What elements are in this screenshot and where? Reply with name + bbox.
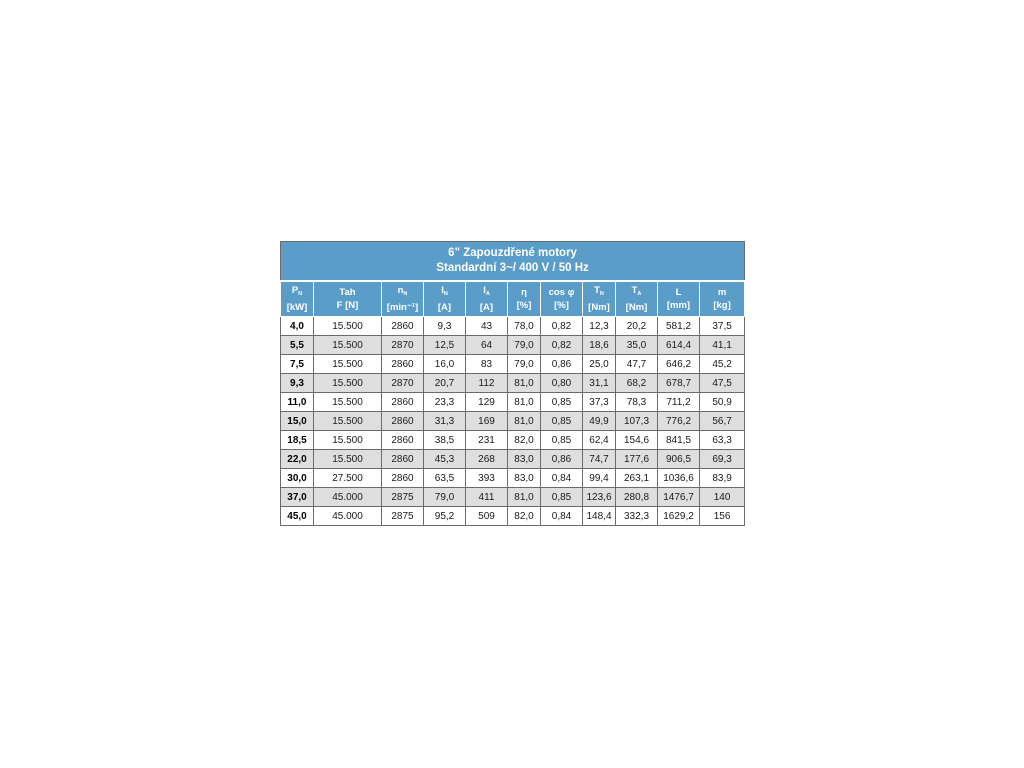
table-cell-ia-current: 129 — [466, 393, 508, 412]
table-cell-eta-efficiency: 83,0 — [508, 450, 541, 469]
table-cell-in-current: 12,5 — [424, 336, 466, 355]
table-cell-m-mass: 69,3 — [700, 450, 745, 469]
table-cell-ta-torque: 263,1 — [616, 469, 658, 488]
column-header-unit: [A] — [479, 302, 494, 313]
table-cell-tah-force: 15.500 — [314, 336, 382, 355]
column-header-unit: [A] — [437, 302, 452, 313]
table-cell-pn-power: 9,3 — [281, 374, 314, 393]
table-cell-eta-efficiency: 82,0 — [508, 431, 541, 450]
table-cell-in-current: 95,2 — [424, 507, 466, 526]
table-title-line-2: Standardní 3~/ 400 V / 50 Hz — [436, 262, 589, 274]
table-cell-ta-torque: 47,7 — [616, 355, 658, 374]
table-cell-m-mass: 50,9 — [700, 393, 745, 412]
table-cell-ia-current: 268 — [466, 450, 508, 469]
table-row — [281, 431, 745, 450]
table-cell-tn-torque: 148,4 — [583, 507, 616, 526]
column-header-unit: [%] — [516, 300, 532, 311]
table-cell-tn-torque: 99,4 — [583, 469, 616, 488]
table-cell-ta-torque: 332,3 — [616, 507, 658, 526]
table-cell-nn-speed: 2860 — [382, 431, 424, 450]
table-cell-in-current: 31,3 — [424, 412, 466, 431]
table-cell-in-current: 16,0 — [424, 355, 466, 374]
table-title — [281, 242, 745, 282]
column-header-unit: [Nm] — [625, 302, 648, 313]
table-cell-pn-power: 5,5 — [281, 336, 314, 355]
table-cell-cos-phi: 0,85 — [541, 412, 583, 431]
table-cell-eta-efficiency: 78,0 — [508, 317, 541, 336]
table-cell-ia-current: 231 — [466, 431, 508, 450]
table-cell-eta-efficiency: 81,0 — [508, 393, 541, 412]
table-row — [281, 469, 745, 488]
table-cell-cos-phi: 0,82 — [541, 317, 583, 336]
column-header-symbol: $T_A$ — [631, 285, 642, 297]
table-cell-nn-speed: 2870 — [382, 336, 424, 355]
table-cell-nn-speed: 2860 — [382, 317, 424, 336]
table-cell-cos-phi: 0,85 — [541, 393, 583, 412]
table-row — [281, 336, 745, 355]
table-cell-ta-torque: 154,6 — [616, 431, 658, 450]
table-row — [281, 393, 745, 412]
table-title-line-1: 6" Zapouzdřené motory — [448, 247, 577, 259]
table-cell-pn-power: 7,5 — [281, 355, 314, 374]
motor-spec-table — [280, 241, 745, 526]
column-header-unit: F [N] — [336, 300, 359, 311]
table-cell-in-current: 9,3 — [424, 317, 466, 336]
table-cell-eta-efficiency: 79,0 — [508, 355, 541, 374]
table-cell-ta-torque: 35,0 — [616, 336, 658, 355]
table-cell-tah-force: 45.000 — [314, 488, 382, 507]
column-header-unit: [kW] — [286, 302, 308, 313]
table-cell-in-current: 79,0 — [424, 488, 466, 507]
table-cell-l-length: 581,2 — [658, 317, 700, 336]
table-cell-pn-power: 45,0 — [281, 507, 314, 526]
column-header-tah-force — [314, 281, 382, 317]
column-header-symbol: cos φ — [548, 287, 575, 298]
column-header-ta-torque — [616, 281, 658, 317]
table-cell-l-length: 1629,2 — [658, 507, 700, 526]
table-cell-ia-current: 43 — [466, 317, 508, 336]
table-cell-in-current: 45,3 — [424, 450, 466, 469]
table-cell-l-length: 614,4 — [658, 336, 700, 355]
table-cell-eta-efficiency: 81,0 — [508, 374, 541, 393]
table-cell-pn-power: 37,0 — [281, 488, 314, 507]
table-cell-pn-power: 4,0 — [281, 317, 314, 336]
table-cell-nn-speed: 2875 — [382, 488, 424, 507]
column-header-m-mass — [700, 281, 745, 317]
table-cell-pn-power: 22,0 — [281, 450, 314, 469]
column-header-symbol: $n_N$ — [397, 285, 408, 297]
table-cell-l-length: 646,2 — [658, 355, 700, 374]
table-cell-tn-torque: 62,4 — [583, 431, 616, 450]
table-cell-eta-efficiency: 82,0 — [508, 507, 541, 526]
table-cell-m-mass: 45,2 — [700, 355, 745, 374]
column-header-eta-efficiency — [508, 281, 541, 317]
table-cell-cos-phi: 0,85 — [541, 488, 583, 507]
table-cell-in-current: 23,3 — [424, 393, 466, 412]
table-cell-nn-speed: 2860 — [382, 393, 424, 412]
table-cell-l-length: 1036,6 — [658, 469, 700, 488]
table-cell-cos-phi: 0,86 — [541, 450, 583, 469]
table-cell-ia-current: 169 — [466, 412, 508, 431]
table-cell-tah-force: 15.500 — [314, 431, 382, 450]
table-cell-cos-phi: 0,85 — [541, 431, 583, 450]
table-cell-tn-torque: 49,9 — [583, 412, 616, 431]
table-cell-tn-torque: 12,3 — [583, 317, 616, 336]
column-header-unit: [Nm] — [588, 302, 610, 313]
table-cell-ta-torque: 280,8 — [616, 488, 658, 507]
column-header-tn-torque — [583, 281, 616, 317]
table-cell-ta-torque: 107,3 — [616, 412, 658, 431]
table-cell-tn-torque: 31,1 — [583, 374, 616, 393]
column-header-symbol: Tah — [339, 287, 356, 298]
table-cell-l-length: 1476,7 — [658, 488, 700, 507]
column-header-symbol: m — [717, 287, 727, 298]
column-header-row — [281, 281, 745, 317]
column-header-l-length — [658, 281, 700, 317]
table-cell-tn-torque: 18,6 — [583, 336, 616, 355]
table-cell-m-mass: 41,1 — [700, 336, 745, 355]
column-header-symbol: $I_A$ — [483, 285, 490, 297]
column-header-pn-power — [281, 281, 314, 317]
table-cell-l-length: 776,2 — [658, 412, 700, 431]
table-row — [281, 507, 745, 526]
column-header-ia-current — [466, 281, 508, 317]
table-cell-ia-current: 64 — [466, 336, 508, 355]
table-cell-m-mass: 140 — [700, 488, 745, 507]
column-header-nn-speed — [382, 281, 424, 317]
table-cell-tah-force: 15.500 — [314, 450, 382, 469]
column-header-in-current — [424, 281, 466, 317]
table-cell-ia-current: 393 — [466, 469, 508, 488]
table-cell-pn-power: 18,5 — [281, 431, 314, 450]
table-cell-tah-force: 27.500 — [314, 469, 382, 488]
table-cell-in-current: 38,5 — [424, 431, 466, 450]
column-header-symbol: η — [521, 287, 527, 298]
table-body — [281, 317, 745, 526]
column-header-symbol: L — [675, 287, 682, 298]
table-cell-nn-speed: 2860 — [382, 469, 424, 488]
table-cell-tn-torque: 25,0 — [583, 355, 616, 374]
table-cell-tah-force: 15.500 — [314, 355, 382, 374]
column-header-symbol: $T_N$ — [594, 285, 604, 297]
column-header-symbol: $I_N$ — [441, 285, 448, 297]
table-cell-cos-phi: 0,82 — [541, 336, 583, 355]
column-header-unit: [mm] — [666, 300, 691, 311]
table-cell-eta-efficiency: 81,0 — [508, 488, 541, 507]
table-cell-in-current: 20,7 — [424, 374, 466, 393]
table-cell-nn-speed: 2870 — [382, 374, 424, 393]
table-cell-tn-torque: 37,3 — [583, 393, 616, 412]
table-cell-eta-efficiency: 83,0 — [508, 469, 541, 488]
table-cell-cos-phi: 0,86 — [541, 355, 583, 374]
table-cell-tah-force: 15.500 — [314, 412, 382, 431]
table-cell-ta-torque: 78,3 — [616, 393, 658, 412]
table-cell-nn-speed: 2860 — [382, 355, 424, 374]
table-cell-cos-phi: 0,84 — [541, 507, 583, 526]
table-cell-ta-torque: 177,6 — [616, 450, 658, 469]
table-cell-nn-speed: 2875 — [382, 507, 424, 526]
table-cell-l-length: 841,5 — [658, 431, 700, 450]
table-cell-l-length: 906,5 — [658, 450, 700, 469]
column-header-unit: [%] — [554, 300, 569, 311]
table-cell-ia-current: 112 — [466, 374, 508, 393]
table-cell-ia-current: 509 — [466, 507, 508, 526]
table-cell-pn-power: 11,0 — [281, 393, 314, 412]
table-cell-tah-force: 45.000 — [314, 507, 382, 526]
table-cell-l-length: 711,2 — [658, 393, 700, 412]
table-cell-eta-efficiency: 79,0 — [508, 336, 541, 355]
table-cell-eta-efficiency: 81,0 — [508, 412, 541, 431]
table-row — [281, 317, 745, 336]
table-cell-ia-current: 411 — [466, 488, 508, 507]
table-cell-m-mass: 56,7 — [700, 412, 745, 431]
column-header-unit: [kg] — [713, 300, 731, 311]
table-cell-pn-power: 15,0 — [281, 412, 314, 431]
table-cell-pn-power: 30,0 — [281, 469, 314, 488]
table-cell-tn-torque: 74,7 — [583, 450, 616, 469]
table-cell-tah-force: 15.500 — [314, 374, 382, 393]
table-cell-m-mass: 37,5 — [700, 317, 745, 336]
table-cell-ta-torque: 20,2 — [616, 317, 658, 336]
table-cell-m-mass: 83,9 — [700, 469, 745, 488]
table-cell-ia-current: 83 — [466, 355, 508, 374]
table-cell-ta-torque: 68,2 — [616, 374, 658, 393]
table-cell-nn-speed: 2860 — [382, 450, 424, 469]
column-header-symbol: $P_N$ — [291, 285, 303, 297]
table-cell-tah-force: 15.500 — [314, 393, 382, 412]
table-cell-m-mass: 156 — [700, 507, 745, 526]
table-cell-cos-phi: 0,84 — [541, 469, 583, 488]
table-cell-m-mass: 63,3 — [700, 431, 745, 450]
table-row — [281, 412, 745, 431]
table-row — [281, 355, 745, 374]
table-cell-nn-speed: 2860 — [382, 412, 424, 431]
table-cell-l-length: 678,7 — [658, 374, 700, 393]
table-cell-tah-force: 15.500 — [314, 317, 382, 336]
table-cell-in-current: 63,5 — [424, 469, 466, 488]
table-cell-tn-torque: 123,6 — [583, 488, 616, 507]
column-header-cos-phi — [541, 281, 583, 317]
table-row — [281, 374, 745, 393]
column-header-unit: [min⁻¹] — [386, 302, 419, 313]
table-cell-m-mass: 47,5 — [700, 374, 745, 393]
table-cell-cos-phi: 0,80 — [541, 374, 583, 393]
table-row — [281, 488, 745, 507]
table-row — [281, 450, 745, 469]
